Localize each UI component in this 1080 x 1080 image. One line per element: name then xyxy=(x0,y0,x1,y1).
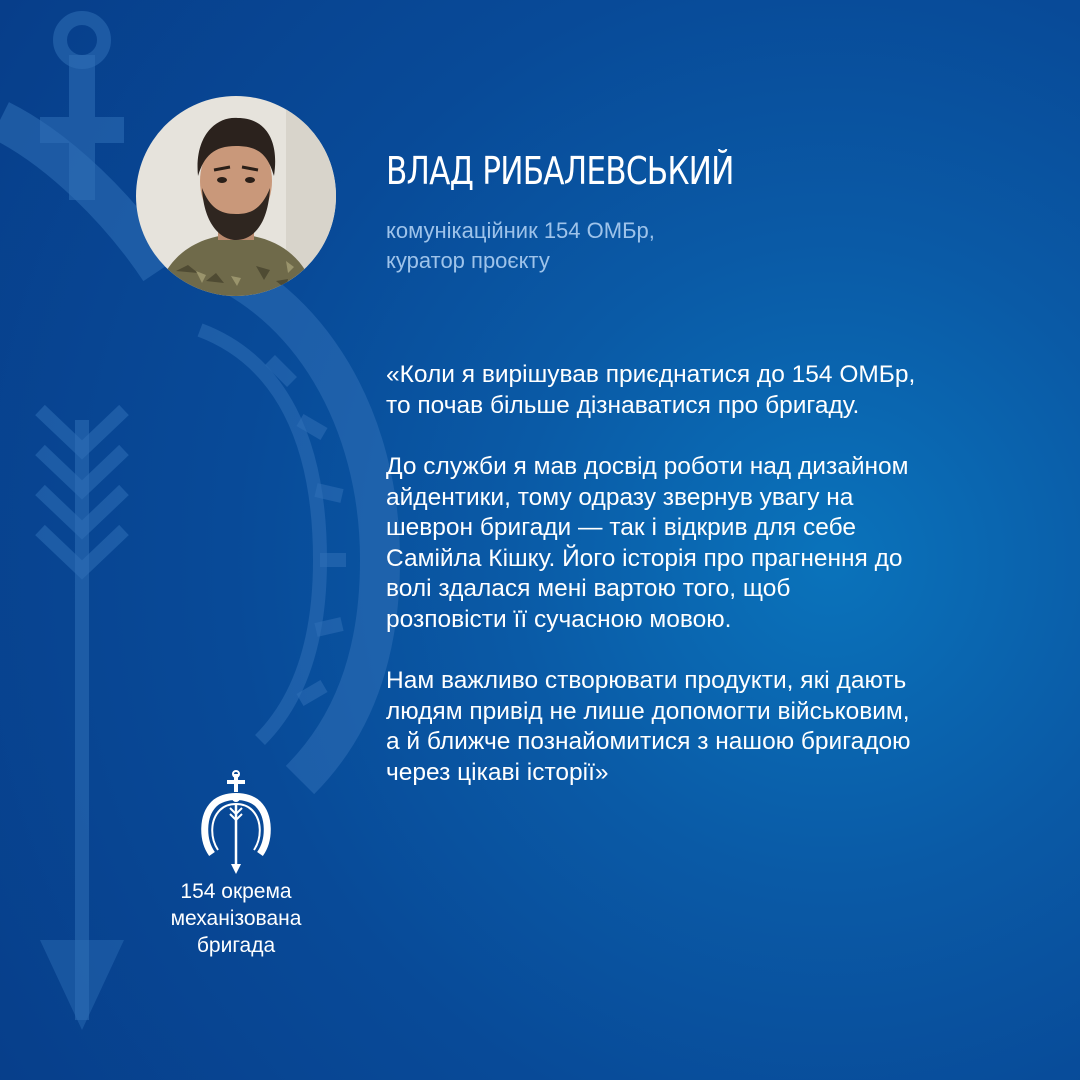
quote-line: Нам важливо створювати продукти, які дають xyxy=(386,667,907,694)
quote-line: через цікаві історії» xyxy=(386,758,609,786)
quote-line: До служби я мав досвід роботи над дизайном xyxy=(386,453,909,480)
quote-line: айдентики, тому одразу звернув увагу на xyxy=(386,483,854,511)
quote-paragraph xyxy=(386,666,1026,788)
quote-line: то почав більше дізнаватися про бригаду. xyxy=(386,391,860,419)
quote-line: волі здалася мені вартою того, щоб xyxy=(386,575,791,602)
brigade-name xyxy=(136,878,336,959)
person-name: ВЛАД РИБАЛЕВСЬКИЙ xyxy=(386,149,734,193)
quote-paragraph xyxy=(386,360,1026,421)
brigade-name-line: механізована xyxy=(170,907,302,930)
quote-text xyxy=(386,360,1026,819)
quote-paragraph xyxy=(386,452,1026,635)
quote-line: розповісти її сучасною мовою. xyxy=(386,605,732,633)
avatar xyxy=(136,96,336,296)
quote-line: а й ближче познайомитися з нашою бригадою xyxy=(386,728,911,755)
quote-line: Самійла Кішку. Його історія про прагнення до xyxy=(386,544,903,572)
brigade-name-line: 154 окрема xyxy=(180,880,292,903)
role-line: комунікаційник 154 ОМБр, xyxy=(386,218,655,243)
quote-line: людям привід не лише допомогти військовим, xyxy=(386,697,910,725)
person-role xyxy=(386,216,986,276)
portrait-photo xyxy=(136,96,336,296)
role-line: куратор проєкту xyxy=(386,248,550,273)
quote-line: «Коли я вирішував приєднатися до 154 ОМБр, xyxy=(386,361,916,388)
quote-line: шеврон бригади — так і відкрив для себе xyxy=(386,514,856,541)
brigade-emblem-icon xyxy=(196,770,276,876)
brigade-name-line: бригада xyxy=(196,934,276,957)
